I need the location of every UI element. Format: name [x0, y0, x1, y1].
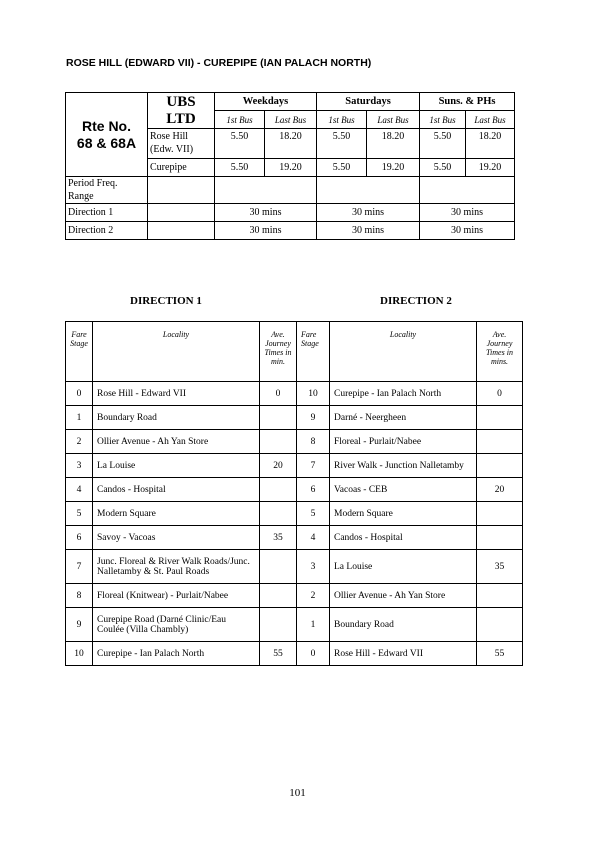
fare-stage-cell: 3 — [297, 550, 330, 584]
sub-last-bus: Last Bus — [265, 111, 317, 129]
fare-stage-cell: 1 — [66, 406, 93, 430]
direction-label: Direction 1 — [66, 204, 148, 222]
table-row — [66, 454, 523, 478]
time-cell: 5.50 — [317, 159, 367, 177]
journey-time-cell — [260, 608, 297, 642]
locality-cell: Candos - Hospital — [93, 478, 260, 502]
time-cell: 19.20 — [367, 159, 420, 177]
locality-cell: Candos - Hospital — [330, 526, 477, 550]
locality-cell: Boundary Road — [330, 608, 477, 642]
time-cell: 5.50 — [420, 159, 466, 177]
journey-time-cell: 35 — [260, 526, 297, 550]
journey-time-cell — [260, 584, 297, 608]
locality-header: Locality — [330, 322, 477, 382]
fare-stage-cell: 8 — [66, 584, 93, 608]
sub-first-bus: 1st Bus — [420, 111, 466, 129]
frequency-cell: 30 mins — [420, 222, 515, 240]
locality-cell: La Louise — [330, 550, 477, 584]
frequency-cell: 30 mins — [215, 222, 317, 240]
fare-stage-cell: 4 — [297, 526, 330, 550]
stop-name: Curepipe — [148, 159, 215, 177]
journey-time-cell: 35 — [477, 550, 523, 584]
journey-time-header: Ave. Journey Times in min. — [260, 322, 297, 382]
time-cell: 5.50 — [215, 129, 265, 159]
fare-stage-cell: 7 — [66, 550, 93, 584]
locality-cell: Boundary Road — [93, 406, 260, 430]
day-saturdays: Saturdays — [317, 93, 420, 111]
journey-time-cell — [260, 430, 297, 454]
locality-cell: Floreal - Purlait/Nabee — [330, 430, 477, 454]
stop-name: Rose Hill (Edw. VII) — [148, 129, 215, 159]
page-number: 101 — [289, 787, 306, 799]
fare-stage-cell: 10 — [66, 642, 93, 666]
schedule-table — [65, 92, 515, 240]
fare-stage-cell: 3 — [66, 454, 93, 478]
frequency-cell: 30 mins — [317, 222, 420, 240]
journey-time-cell — [477, 502, 523, 526]
fare-stage-cell: 2 — [297, 584, 330, 608]
fare-stage-cell: 0 — [297, 642, 330, 666]
period-label: Period Freq. Range — [66, 177, 148, 204]
frequency-cell: 30 mins — [420, 204, 515, 222]
journey-time-cell: 20 — [477, 478, 523, 502]
fare-stage-cell: 7 — [297, 454, 330, 478]
fare-stage-table — [65, 321, 523, 666]
locality-cell: Curepipe Road (Darné Clinic/Eau Coulée (Villa Chambly) — [93, 608, 260, 642]
locality-cell: Ollier Avenue - Ah Yan Store — [330, 584, 477, 608]
locality-cell: Vacoas - CEB — [330, 478, 477, 502]
locality-cell: Ollier Avenue - Ah Yan Store — [93, 430, 260, 454]
frequency-cell: 30 mins — [317, 204, 420, 222]
table-row — [66, 502, 523, 526]
fare-stage-cell: 9 — [297, 406, 330, 430]
table-row — [66, 642, 523, 666]
fare-stage-cell: 10 — [297, 382, 330, 406]
locality-cell: Modern Square — [330, 502, 477, 526]
direction-2-heading: DIRECTION 2 — [380, 295, 452, 307]
journey-time-header: Ave. Journey Times in mins. — [477, 322, 523, 382]
time-cell: 18.20 — [466, 129, 515, 159]
operator-name: UBS LTD — [148, 93, 215, 129]
locality-cell: Darné - Neergheen — [330, 406, 477, 430]
locality-cell: La Louise — [93, 454, 260, 478]
sub-first-bus: 1st Bus — [317, 111, 367, 129]
locality-cell: Floreal (Knitwear) - Purlait/Nabee — [93, 584, 260, 608]
locality-cell: Rose Hill - Edward VII — [93, 382, 260, 406]
fare-stage-cell: 2 — [66, 430, 93, 454]
table-row — [66, 382, 523, 406]
fare-stage-cell: 5 — [66, 502, 93, 526]
locality-cell: Rose Hill - Edward VII — [330, 642, 477, 666]
table-row — [66, 608, 523, 642]
journey-time-cell: 55 — [260, 642, 297, 666]
journey-time-cell: 0 — [260, 382, 297, 406]
table-row — [66, 526, 523, 550]
time-cell: 5.50 — [317, 129, 367, 159]
fare-stage-cell: 4 — [66, 478, 93, 502]
locality-cell: Modern Square — [93, 502, 260, 526]
frequency-cell: 30 mins — [215, 204, 317, 222]
table-row — [66, 550, 523, 584]
direction-1-heading: DIRECTION 1 — [130, 295, 202, 307]
locality-cell: River Walk - Junction Nalletamby — [330, 454, 477, 478]
fare-stage-cell: 1 — [297, 608, 330, 642]
time-cell: 18.20 — [265, 129, 317, 159]
locality-header: Locality — [93, 322, 260, 382]
locality-cell: Savoy - Vacoas — [93, 526, 260, 550]
locality-cell: Curepipe - Ian Palach North — [330, 382, 477, 406]
journey-time-cell — [477, 526, 523, 550]
table-row — [66, 584, 523, 608]
locality-cell: Junc. Floreal & River Walk Roads/Junc. Nalletamby & St. Paul Roads — [93, 550, 260, 584]
fare-stage-cell: 5 — [297, 502, 330, 526]
table-row — [66, 406, 523, 430]
sub-first-bus: 1st Bus — [215, 111, 265, 129]
journey-time-cell — [477, 406, 523, 430]
time-cell: 5.50 — [420, 129, 466, 159]
fare-stage-cell: 6 — [66, 526, 93, 550]
journey-time-cell — [477, 430, 523, 454]
time-cell: 18.20 — [367, 129, 420, 159]
table-row — [66, 430, 523, 454]
journey-time-cell: 55 — [477, 642, 523, 666]
fare-stage-cell: 0 — [66, 382, 93, 406]
table-row — [66, 478, 523, 502]
fare-stage-cell: 9 — [66, 608, 93, 642]
direction-label: Direction 2 — [66, 222, 148, 240]
fare-stage-header: Fare Stage — [297, 322, 330, 382]
time-cell: 19.20 — [265, 159, 317, 177]
journey-time-cell — [260, 478, 297, 502]
journey-time-cell — [477, 584, 523, 608]
day-sundays: Suns. & PHs — [420, 93, 515, 111]
day-weekdays: Weekdays — [215, 93, 317, 111]
journey-time-cell — [260, 550, 297, 584]
journey-time-cell — [260, 406, 297, 430]
fare-stage-header: Fare Stage — [66, 322, 93, 382]
sub-last-bus: Last Bus — [367, 111, 420, 129]
time-cell: 19.20 — [466, 159, 515, 177]
fare-stage-cell: 6 — [297, 478, 330, 502]
sub-last-bus: Last Bus — [466, 111, 515, 129]
locality-cell: Curepipe - Ian Palach North — [93, 642, 260, 666]
journey-time-cell — [260, 502, 297, 526]
fare-stage-cell: 8 — [297, 430, 330, 454]
journey-time-cell — [477, 454, 523, 478]
journey-time-cell: 0 — [477, 382, 523, 406]
time-cell: 5.50 — [215, 159, 265, 177]
page-title: ROSE HILL (EDWARD VII) - CUREPIPE (IAN PALACH NORTH) — [66, 57, 372, 69]
journey-time-cell: 20 — [260, 454, 297, 478]
route-number: Rte No. 68 & 68A — [66, 93, 148, 177]
journey-time-cell — [477, 608, 523, 642]
